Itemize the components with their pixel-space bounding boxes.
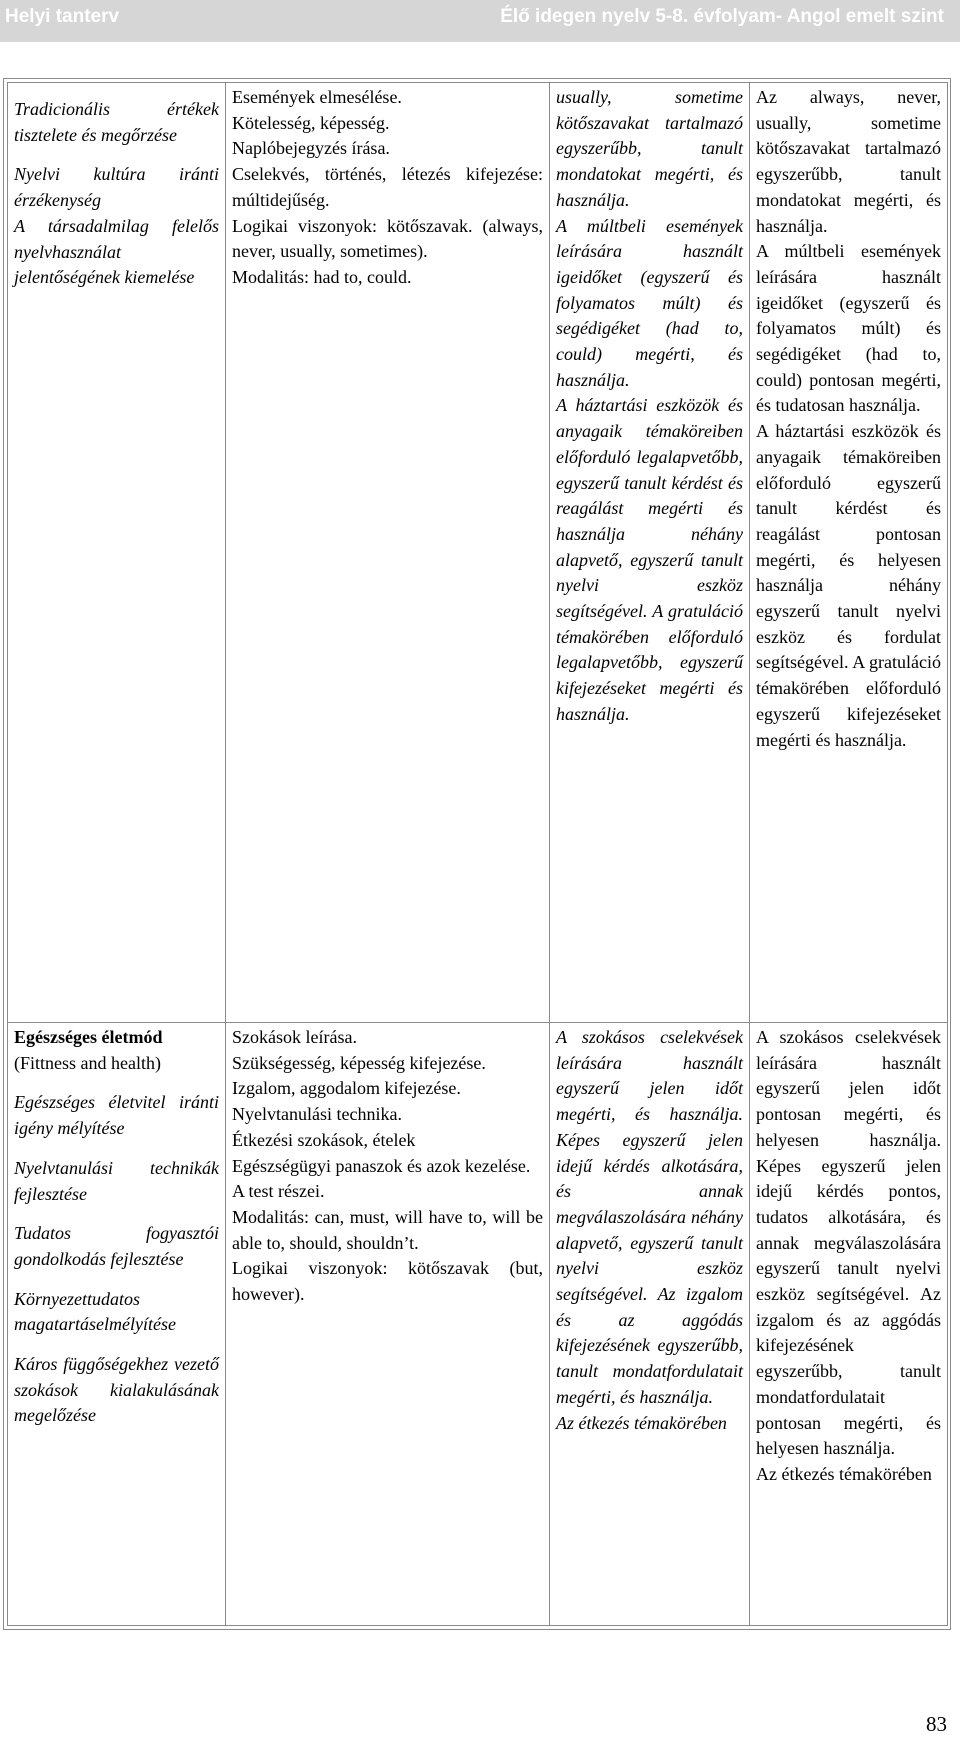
content-item: Cselekvés, történés, létezés kifejezése: múltidejűség.: [232, 164, 543, 210]
content-item: Naplóbejegyzés írása.: [232, 138, 390, 159]
table-row: [8, 83, 948, 1023]
header-subject: Élő idegen nyelv 5-8. évfolyam- Angol emelt szint: [500, 6, 944, 27]
topic-subtitle: (Fittness and health): [14, 1052, 161, 1073]
advanced-requirement-item: A szokásos cselekvések leírására használt egyszerű jelen időt pontosan megérti, és helyesen használja. Képes egyszerű jelen idejű kérdés pontos, tudatos alkotására, és annak megválaszolására egyszerű tanult nyelvi eszköz segítségével. Az izgalom és az aggódás kifejezésének egyszerűbb, tanult mondatfordulatait pontosan megérti, és helyesen használja.: [756, 1027, 941, 1459]
requirement-item: A múltbeli események leírására használt igeidőket (egyszerű és folyamatos múlt) és segédigéket (had to, could) megérti, és használja.: [556, 215, 743, 390]
page-header: [0, 0, 960, 42]
content-item: Nyelvtanulási technika.: [232, 1104, 402, 1125]
content-item: Étkezési szokások, ételek: [232, 1129, 416, 1150]
curriculum-table: [7, 82, 948, 1626]
content-item: Szükségesség, képesség kifejezése.: [232, 1052, 486, 1073]
content-item: A test részei.: [232, 1181, 325, 1202]
content-cell: [226, 1023, 550, 1626]
content-item: Események elmesélése.: [232, 87, 402, 107]
advanced-requirement-item: A háztartási eszközök és anyagaik témaköreiben előforduló egyszerű tanult kérdést és reagálást pontosan megérti, és helyesen használja néhány egyszerű tanult nyelvi eszköz és fordulat segítségével. A gratuláció témakörében előforduló egyszerű kifejezéseket megérti és használja.: [756, 421, 941, 750]
content-item: Logikai viszonyok: kötőszavak. (always, never, usually, sometimes).: [232, 215, 543, 262]
requirements-cell: [550, 83, 750, 1023]
content-item: Kötelesség, képesség.: [232, 112, 390, 133]
content-item: Modalitás: had to, could.: [232, 266, 412, 287]
header-title: Helyi tanterv: [5, 6, 120, 27]
requirement-item: usually, sometime kötőszavakat tartalmazó egyszerűbb, tanult mondatokat megérti, és használja.: [556, 87, 743, 210]
goal-item: Egészséges életvitel iránti igény mélyítése: [14, 1092, 219, 1139]
goal-item: Tradicionális értékek tisztelete és megőrzése: [14, 99, 219, 145]
goal-item: Nyelvtanulási technikák fejlesztése: [14, 1157, 219, 1204]
topic-title: Egészséges életmód: [14, 1027, 163, 1047]
table-row: [8, 1023, 948, 1626]
advanced-requirements-cell: [750, 83, 948, 1023]
content-item: Izgalom, aggodalom kifejezése.: [232, 1078, 461, 1099]
goal-item: Környezettudatos magatartáselmélyítése: [14, 1288, 176, 1335]
goal-item: Nyelvi kultúra iránti érzékenység: [14, 164, 219, 211]
goals-cell: [8, 83, 226, 1023]
advanced-requirement-item: Az always, never, usually, sometime kötőszavakat tartalmazó egyszerűbb, tanult mondatokat megérti, és használja.: [756, 87, 941, 236]
content-item: Szokások leírása.: [232, 1027, 357, 1047]
requirement-item: Az étkezés témakörében: [556, 1412, 727, 1433]
requirement-item: A szokásos cselekvések leírására használt egyszerű jelen időt megérti, és használja. Képes egyszerű jelen idejű kérdés alkotására, és annak megválaszolására néhány alapvető, egyszerű tanult nyelvi eszköz segítségével. Az izgalom és az aggódás kifejezésének egyszerűbb, tanult mondatfordulatait megérti, és használja.: [556, 1027, 743, 1407]
content-item: Modalitás: can, must, will have to, will be able to, should, shouldn’t.: [232, 1206, 543, 1253]
goal-item: A társadalmilag felelős nyelvhasználat jelentőségének kiemelése: [14, 215, 219, 288]
content-item: Egészségügyi panaszok és azok kezelése.: [232, 1155, 531, 1176]
content-item: Logikai viszonyok: kötőszavak (but, however).: [232, 1258, 543, 1305]
advanced-requirements-cell: [750, 1023, 948, 1626]
advanced-requirement-item: Az étkezés témakörében: [756, 1463, 932, 1484]
content-cell: [226, 83, 550, 1023]
page-number: 83: [926, 1712, 947, 1736]
requirements-cell: [550, 1023, 750, 1626]
goal-item: Tudatos fogyasztói gondolkodás fejlesztése: [14, 1223, 219, 1269]
advanced-requirement-item: A múltbeli események leírására használt igeidőket (egyszerű és folyamatos múlt) és segédigéket (had to, could) pontosan megérti, és tudatosan használja.: [756, 241, 941, 416]
goal-item: Káros függőségekhez vezető szokások kialakulásának megelőzése: [14, 1354, 219, 1426]
goals-cell: [8, 1023, 226, 1626]
requirement-item: A háztartási eszközök és anyagaik témaköreiben előforduló legalapvetőbb, egyszerű tanult kérdést és reagálást megérti és használja néhány alapvető, egyszerű tanult nyelvi eszköz segítségével. A gratuláció témakörében előforduló legalapvetőbb, egyszerű kifejezéseket megérti és használja.: [556, 395, 743, 724]
